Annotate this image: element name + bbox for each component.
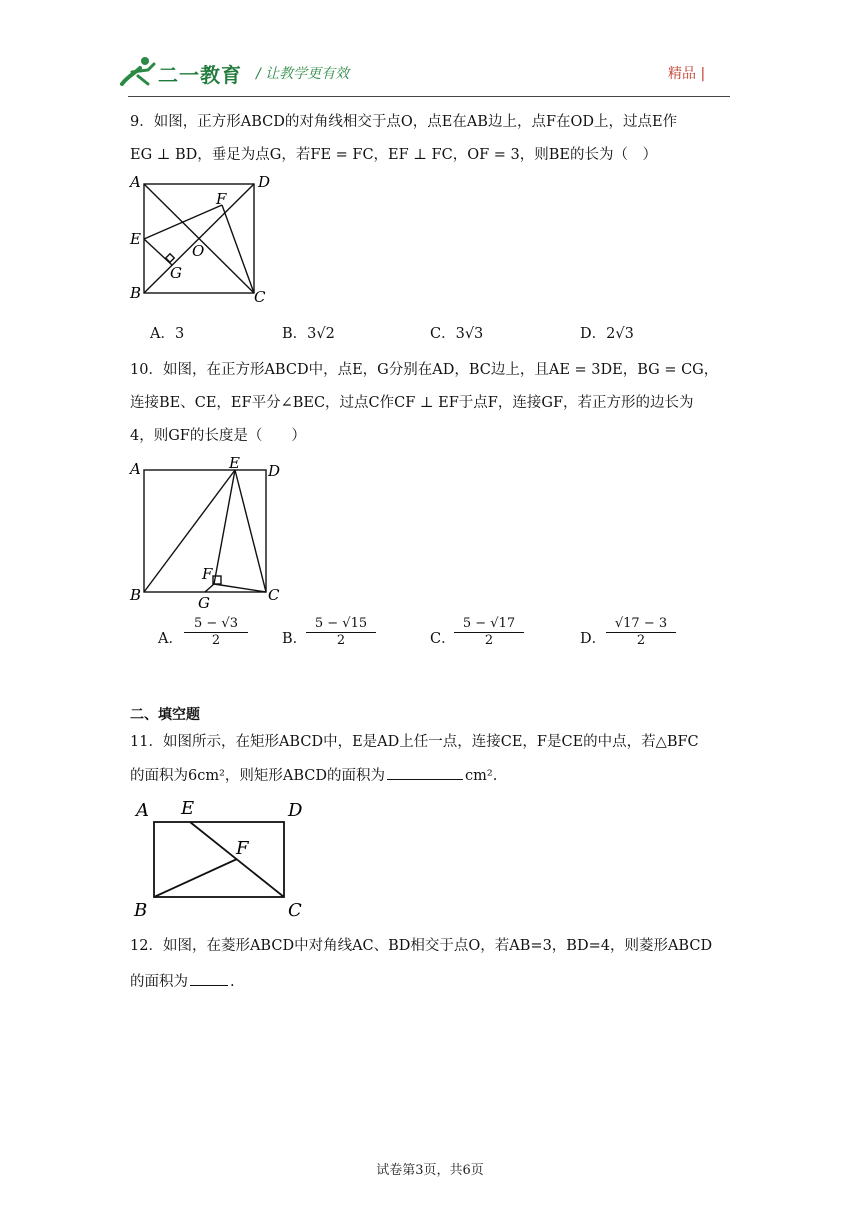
q11-label-A: A — [136, 800, 149, 821]
q11-label-E: E — [181, 798, 195, 819]
q11-line-2 — [130, 764, 497, 786]
q9-label-D: D — [258, 173, 271, 191]
q10-label-A: A — [130, 460, 141, 478]
q9-label-B: B — [130, 284, 142, 302]
q9-line-1: 9．如图，正方形ABCD的对角线相交于点O，点E在AB边上，点F在OD上，过点E作 — [130, 114, 678, 130]
q10-label-D: D — [268, 462, 281, 480]
q10-figure — [128, 452, 288, 612]
q9-option-b: B．3√2 — [282, 326, 335, 342]
q10-label-F: F — [202, 565, 213, 583]
q11-figure — [128, 796, 318, 924]
q9-option-d: D．2√3 — [580, 326, 634, 342]
q11-label-B: B — [134, 900, 148, 921]
q10-label-C: C — [268, 586, 280, 604]
logo-text: 二一教育 — [158, 63, 242, 87]
header — [118, 52, 738, 92]
q10-label-E: E — [229, 454, 240, 472]
q9-label-A: A — [130, 173, 141, 191]
section-title: 二、填空题 — [130, 707, 200, 723]
q10-label-B: B — [130, 586, 142, 604]
q9-figure — [126, 172, 276, 306]
q12-line-2 — [130, 970, 235, 992]
q11-label-F: F — [236, 838, 249, 859]
q9-line-2: EG ⊥ BD，垂足为点G，若FE = FC，EF ⊥ FC，OF = 3，则BE的长为（ ） — [130, 147, 657, 163]
q12-text-before-blank: 的面积为 — [130, 974, 188, 990]
slogan: / 让教学更有效 — [256, 66, 350, 82]
q9-label-E: E — [130, 230, 141, 248]
q12-text-after-blank: . — [230, 974, 235, 990]
q11-text-after-blank: cm². — [465, 768, 498, 784]
q11-label-C: C — [288, 900, 302, 921]
header-right-label: 精品 | — [668, 66, 706, 82]
header-divider — [128, 96, 730, 97]
q10-label-G: G — [198, 594, 210, 612]
q9-label-G: G — [170, 264, 182, 282]
q10-line-2: 连接BE、CE，EF平分∠BEC，过点C作CF ⊥ EF于点F，连接GF，若正方形的边长为 — [130, 395, 694, 411]
runner-logo-icon — [118, 54, 160, 88]
q12-line-1: 12．如图，在菱形ABCD中对角线AC、BD相交于点O，若AB=3，BD=4，则菱形ABCD — [130, 938, 713, 954]
q11-text-before-blank: 的面积为6cm²，则矩形ABCD的面积为 — [130, 768, 386, 784]
q12-answer-blank[interactable] — [190, 970, 228, 986]
page-footer: 试卷第3页，共6页 — [376, 1163, 484, 1178]
q11-label-D: D — [288, 800, 303, 821]
q9-label-F: F — [216, 190, 227, 208]
q9-option-a: A．3 — [150, 326, 185, 342]
q10-line-1: 10．如图，在正方形ABCD中，点E，G分别在AD，BC边上，且AE = 3DE，BG = CG， — [130, 362, 719, 378]
q11-answer-blank[interactable] — [387, 764, 463, 780]
q9-label-O: O — [192, 242, 205, 260]
q11-line-1: 11．如图所示，在矩形ABCD中，E是AD上任一点，连接CE，F是CE的中点，若△BFC — [130, 734, 699, 750]
q9-label-C: C — [254, 288, 266, 306]
q9-option-c: C．3√3 — [430, 326, 484, 342]
q10-line-3: 4，则GF的长度是（ ） — [130, 428, 306, 444]
